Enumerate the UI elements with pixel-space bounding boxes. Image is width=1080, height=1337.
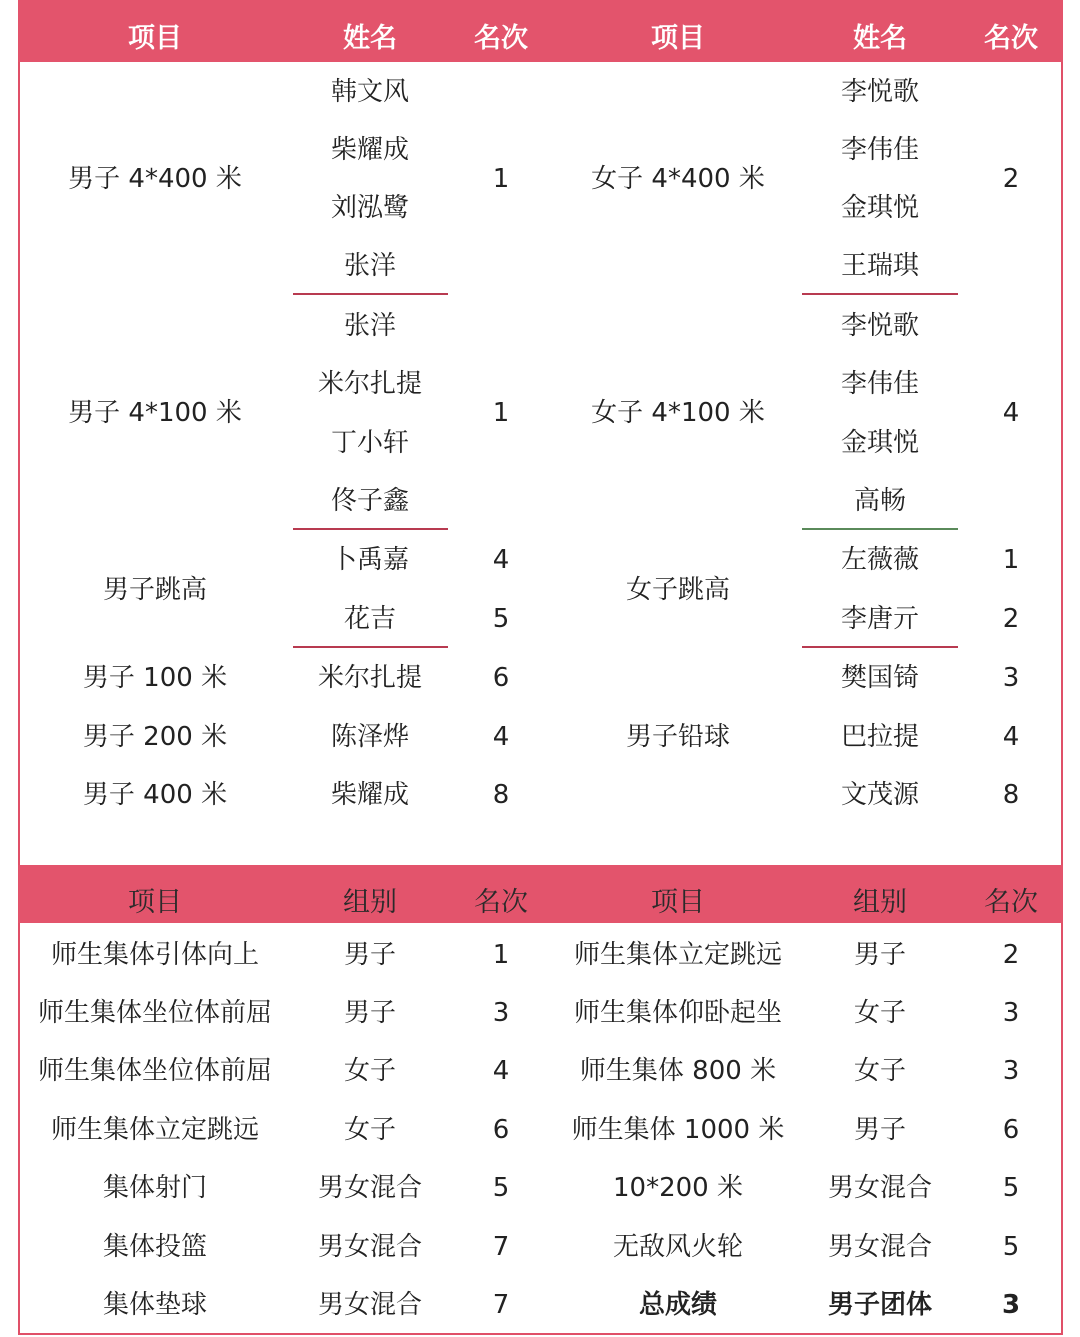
name-cell: 文茂源 <box>840 780 920 810</box>
total-score-group: 男子团体 <box>827 1290 933 1320</box>
rank-cell: 5 <box>1002 1232 1020 1262</box>
total-score-label: 总成绩 <box>638 1290 718 1320</box>
rank-cell: 3 <box>1002 663 1020 693</box>
group-cell: 男女混合 <box>827 1173 933 1203</box>
name-cell: 樊国锜 <box>840 663 920 693</box>
event-cell: 女子 4*400 米 <box>591 164 765 194</box>
name-cell: 刘泓鹭 <box>330 193 410 223</box>
header-event: 项目 <box>651 887 705 918</box>
name-cell: 张洋 <box>343 251 397 281</box>
header-event: 项目 <box>128 23 182 54</box>
name-cell: 李伟佳 <box>840 369 920 399</box>
event-cell: 集体垫球 <box>102 1290 208 1320</box>
header-rank: 名次 <box>984 23 1038 54</box>
header-name: 姓名 <box>853 23 907 54</box>
group-cell: 男子 <box>853 1115 907 1145</box>
event-cell: 女子跳高 <box>625 575 731 605</box>
name-cell: 柴耀成 <box>330 135 410 165</box>
event-cell: 师生集体坐位体前屈 <box>37 1056 273 1086</box>
rank-cell: 4 <box>492 722 510 752</box>
total-score-rank: 3 <box>1001 1290 1021 1320</box>
name-cell: 李唐亓 <box>840 604 920 634</box>
name-cell: 李伟佳 <box>840 135 920 165</box>
rank-cell: 4 <box>492 1056 510 1086</box>
name-cell: 左薇薇 <box>840 545 920 575</box>
rank-cell: 6 <box>1002 1115 1020 1145</box>
group-cell: 男子 <box>853 940 907 970</box>
rank-cell: 8 <box>1002 780 1020 810</box>
name-cell: 米尔扎提 <box>317 663 423 693</box>
name-cell: 高畅 <box>853 486 907 516</box>
rank-cell: 8 <box>492 780 510 810</box>
group-cell: 女子 <box>343 1115 397 1145</box>
event-cell: 10*200 米 <box>613 1173 743 1203</box>
rank-cell: 6 <box>492 1115 510 1145</box>
event-cell: 男子跳高 <box>102 575 208 605</box>
event-cell: 师生集体坐位体前屈 <box>37 998 273 1028</box>
row-separator <box>293 646 448 648</box>
event-cell: 师生集体立定跳远 <box>50 1115 260 1145</box>
event-cell: 男子 400 米 <box>82 780 228 810</box>
group-cell: 女子 <box>853 998 907 1028</box>
event-cell: 师生集体 800 米 <box>579 1056 777 1086</box>
rank-cell: 1 <box>492 164 510 194</box>
name-cell: 金琪悦 <box>840 193 920 223</box>
name-cell: 李悦歌 <box>840 311 920 341</box>
group-cell: 男女混合 <box>317 1173 423 1203</box>
name-cell: 米尔扎提 <box>317 369 423 399</box>
table1-header <box>18 0 1063 62</box>
header-rank: 名次 <box>984 887 1038 918</box>
event-cell: 集体射门 <box>102 1173 208 1203</box>
rank-cell: 4 <box>1002 398 1020 428</box>
event-cell: 师生集体仰卧起坐 <box>573 998 783 1028</box>
rank-cell: 7 <box>492 1290 510 1320</box>
table2-header <box>18 865 1063 923</box>
rank-cell: 2 <box>1002 940 1020 970</box>
table-bottom-border <box>18 1333 1063 1335</box>
group-cell: 男子 <box>343 998 397 1028</box>
rank-cell: 3 <box>1002 1056 1020 1086</box>
rank-cell: 1 <box>492 398 510 428</box>
name-cell: 巴拉提 <box>840 722 920 752</box>
rank-cell: 5 <box>1002 1173 1020 1203</box>
header-event: 项目 <box>128 887 182 918</box>
name-cell: 花吉 <box>343 604 397 634</box>
name-cell: 张洋 <box>343 311 397 341</box>
name-cell: 韩文风 <box>330 77 410 107</box>
row-separator <box>802 646 958 648</box>
event-cell: 女子 4*100 米 <box>591 398 765 428</box>
rank-cell: 2 <box>1002 164 1020 194</box>
name-cell: 佟子鑫 <box>330 486 410 516</box>
event-cell: 师生集体引体向上 <box>50 940 260 970</box>
name-cell: 陈泽烨 <box>330 722 410 752</box>
event-cell: 集体投篮 <box>102 1232 208 1262</box>
name-cell: 柴耀成 <box>330 780 410 810</box>
event-cell: 男子 200 米 <box>82 722 228 752</box>
header-rank: 名次 <box>474 887 528 918</box>
group-cell: 女子 <box>853 1056 907 1086</box>
name-cell: 王瑞琪 <box>840 251 920 281</box>
table2-frame <box>18 865 1063 1335</box>
group-cell: 男女混合 <box>317 1290 423 1320</box>
name-cell: 李悦歌 <box>840 77 920 107</box>
rank-cell: 2 <box>1002 604 1020 634</box>
row-separator <box>293 293 448 295</box>
header-event: 项目 <box>651 23 705 54</box>
event-cell: 师生集体立定跳远 <box>573 940 783 970</box>
event-cell: 无敌风火轮 <box>612 1232 744 1262</box>
group-cell: 男子 <box>343 940 397 970</box>
rank-cell: 6 <box>492 663 510 693</box>
rank-cell: 5 <box>492 604 510 634</box>
rank-cell: 1 <box>1002 545 1020 575</box>
event-cell: 男子 100 米 <box>82 663 228 693</box>
event-cell: 男子 4*100 米 <box>68 398 242 428</box>
row-separator <box>293 528 448 530</box>
row-separator <box>802 293 958 295</box>
name-cell: 金琪悦 <box>840 428 920 458</box>
rank-cell: 5 <box>492 1173 510 1203</box>
header-group: 组别 <box>853 887 907 918</box>
rank-cell: 4 <box>492 545 510 575</box>
row-separator <box>802 528 958 530</box>
rank-cell: 7 <box>492 1232 510 1262</box>
rank-cell: 3 <box>492 998 510 1028</box>
event-cell: 师生集体 1000 米 <box>571 1115 785 1145</box>
rank-cell: 3 <box>1002 998 1020 1028</box>
header-group: 组别 <box>343 887 397 918</box>
rank-cell: 4 <box>1002 722 1020 752</box>
header-rank: 名次 <box>474 23 528 54</box>
event-cell: 男子 4*400 米 <box>68 164 242 194</box>
name-cell: 丁小轩 <box>330 428 410 458</box>
group-cell: 男女混合 <box>827 1232 933 1262</box>
name-cell: 卜禹嘉 <box>330 545 410 575</box>
header-name: 姓名 <box>343 23 397 54</box>
group-cell: 男女混合 <box>317 1232 423 1262</box>
event-cell: 男子铅球 <box>625 722 731 752</box>
rank-cell: 1 <box>492 940 510 970</box>
group-cell: 女子 <box>343 1056 397 1086</box>
